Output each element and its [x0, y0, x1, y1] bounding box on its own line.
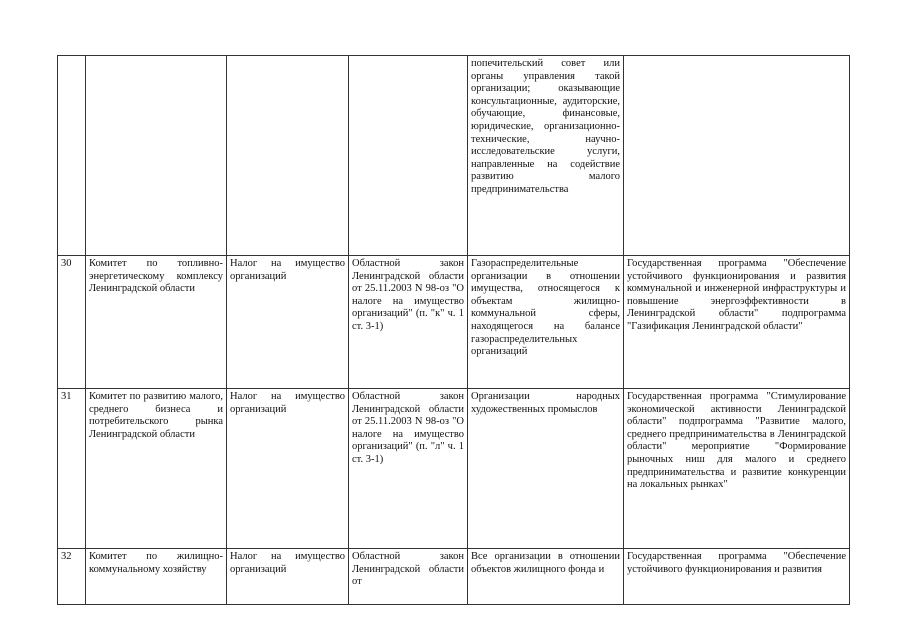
row-number — [58, 56, 86, 256]
table-row — [58, 56, 850, 256]
program-cell: Государственная программа "Обеспечение устойчивого функционирования и развития коммунальной и инженерной инфраструктуры и повышение энергоэффективности в Ленинградской области" подпрограмма "Газификация Ленинградской области" — [624, 256, 850, 389]
law-cell — [349, 56, 468, 256]
program-cell: Государственная программа "Обеспечение устойчивого функционирования и развития — [624, 549, 850, 605]
tax-cell — [227, 56, 349, 256]
row-number: 32 — [58, 549, 86, 605]
tax-cell: Налог на имущество организаций — [227, 256, 349, 389]
program-cell: Государственная программа "Стимулирование экономической активности Ленинградской области" подпрограмма "Развитие малого, среднего предпринимательства в Ленинградской области" мероприятие "Формирование рыночных ниш для малого и среднего предпринимательства и развитие конкуренции на локальных рынках" — [624, 389, 850, 549]
category-cell: Все организации в отношении объектов жилищного фонда и — [468, 549, 624, 605]
category-cell: Организации народных художественных промыслов — [468, 389, 624, 549]
row-number: 31 — [58, 389, 86, 549]
law-cell: Областной закон Ленинградской области от 25.11.2003 N 98-оз "О налоге на имущество организаций" (п. "л" ч. 1 ст. 3-1) — [349, 389, 468, 549]
table-row — [58, 256, 850, 389]
agency-cell — [86, 56, 227, 256]
row-number: 30 — [58, 256, 86, 389]
law-cell: Областной закон Ленинградской области от — [349, 549, 468, 605]
category-cell: Газораспределительные организации в отношении имущества, относящегося к объектам жилищно-коммунальной сферы, находящегося на балансе газораспределительных организаций — [468, 256, 624, 389]
agency-cell: Комитет по топливно-энергетическому комплексу Ленинградской области — [86, 256, 227, 389]
tax-cell: Налог на имущество организаций — [227, 389, 349, 549]
agency-cell: Комитет по жилищно-коммунальному хозяйству — [86, 549, 227, 605]
table-row — [58, 389, 850, 549]
program-cell — [624, 56, 850, 256]
measures-table — [57, 55, 850, 605]
tax-cell: Налог на имущество организаций — [227, 549, 349, 605]
table-row — [58, 549, 850, 605]
law-cell: Областной закон Ленинградской области от 25.11.2003 N 98-оз "О налоге на имущество организаций" (п. "к" ч. 1 ст. 3-1) — [349, 256, 468, 389]
category-cell: попечительский совет или органы управления такой организации; оказывающие консультационные, аудиторские, обучающие, финансовые, юридические, организационно-технические, научно-исследовательские услуги, направленные на содействие развитию малого предпринимательства — [468, 56, 624, 256]
agency-cell: Комитет по развитию малого, среднего бизнеса и потребительского рынка Ленинградской области — [86, 389, 227, 549]
